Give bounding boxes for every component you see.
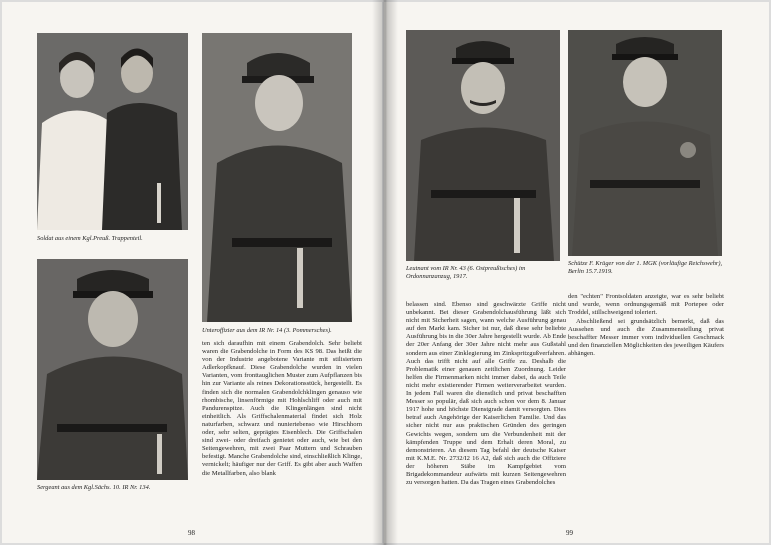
caption-soldier-couple: Soldat aus einem Kgl.Preuß. Trappenteil. xyxy=(37,235,143,242)
page-number-left: 98 xyxy=(188,529,195,537)
left-body-text: ten sich daraufhin mit einem Grabendolch. Sehr beliebt waren die Grabendolche in Form des KS 98. Das heißt die von der Industrie angebotene Variante mit stilisiertem Adlerkopfknauf. Diese Grabendolche wurden in vielen Varianten, vom fronttauglichen Muster zum Aufpflanzen bis hin zur Variante als reines Dekorationsstück, hergestellt. Es finden sich die normalen Grabendolchklingen genauso wie rhombische, linsenförmige mit Hohlschliff oder auch mit Pandurenspitze. Auch die Klingenlängen sind nicht einheitlich. Als Griffschalenmaterial findet sich Holz naturfarben, schwarz und nuniertebenso wie Hirschhorn oder, sehr selten, geprägtes Eisenblech. Die Griffschalen sind zwei- oder dreifach genietet oder auch, wie bei den Seitengewehren, mit zwei Paar Muttern und Schrauben befestigt. Manche Grabendolche sind, einschließlich Klinge, vernickelt; häufiger nur der Griff. Es gibt aber auch Waffen die Metallfarben, also blank xyxy=(202,340,362,477)
photo-rifleman xyxy=(568,30,722,256)
right-body-text-col2b: Abschließend sei grundsätzlich bemerkt, daß das Aussehen und auch die Zusammenstellung privat beschaffter Messer immer vom individuellen Geschmack und den finanziellen Möglichkeiten des jeweiligen Käufers abhängen. xyxy=(568,318,724,358)
caption-lieutenant: Leutnant vom IR Nr. 43 (6. Ostpreußisches) im Ordonnanzanzug, 1917. xyxy=(406,265,526,280)
right-body-text-col2a: den "echten" Frontsoldaten anzeigte, war es sehr beliebt und wurde, wenn ordnungsgemäß mit Portepee oder Troddel, stillschweigend toleriert. xyxy=(568,293,724,317)
photo-nco xyxy=(202,33,352,322)
caption-nco: Unteroffizier aus dem IR Nr. 14 (3. Pommersches). xyxy=(202,327,332,334)
left-page xyxy=(2,2,382,543)
page-number-right: 99 xyxy=(566,529,573,537)
caption-rifleman: Schütze F. Krüger von der 1. MGK (vorläufige Reichswehr), Berlin 15.7.1919. xyxy=(568,260,723,275)
caption-sergeant: Sergeant aus dem Kgl.Sächs. 10. IR Nr. 134. xyxy=(37,484,151,491)
photo-sergeant xyxy=(37,259,188,480)
book-gutter xyxy=(372,0,398,545)
photo-lieutenant xyxy=(406,30,560,261)
photo-soldier-couple xyxy=(37,33,188,230)
right-page xyxy=(384,2,769,543)
right-body-text-col1: belassen sind. Ebenso sind geschwärzte Griffe nicht unbekannt. Bei dieser Grabendolchausführung läßt sich nicht mit Sicherheit sagen, wann welche Ausführung genau auf den Markt kam. Sicher ist nur, daß diese sehr beliebte Ausführung bis in die 30er Jahre hergestellt wurde. Ab Ende der 20er Anfang der 30er Jahre nicht mehr aus Gußstahl sondern aus einer Zinklegierung im Zinkspritzgußverfahren. Auch das trifft nicht auf alle Griffe zu. Deshalb die Problematik einer genauen zeitlichen Zuordnung. Leider helfen die Firmenmarken nicht immer dabei, da auch Teile nicht mehr existierender Firmen weiterverarbeitet wurden. In jedem Fall waren die dienstlich und privat beschafften Messer so populär, daß sich auch schon vor dem 8. Januar 1917 hohe und höchste Dienstgrade damit versorgten. Dies betraf auch Angehörige der Kaiserlichen Familie. Und das sicher nicht nur aus praktischen Gründen des geringen Gewichts wegen, sondern um die Verbundenheit mit der kämpfenden Truppe und dem Erhalt deren Moral, zu demonstrieren. An diesem Tag befahl der deutsche Kaiser mit K.M.E. Nr. 2732/I2 16 A2, daß sich auch die Offiziere der höheren Stäbe im Kampfgebiet vom Brigadekommandeur aufwärts mit kurzen Seitengewehren zu versorgen hatten. Da das Tragen eines Grabendolches xyxy=(406,301,566,487)
